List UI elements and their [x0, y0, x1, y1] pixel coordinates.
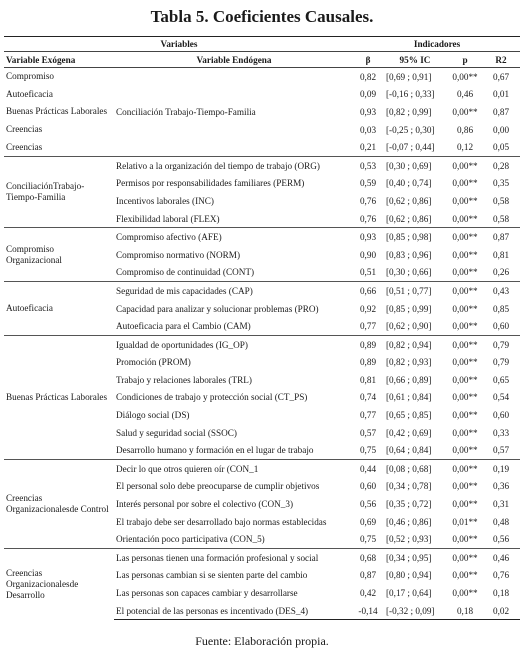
endogenous-variable-cell: Las personas cambian si se sienten parte del cambio	[116, 570, 308, 581]
endogenous-variable-cell: Desarrollo humano y formación en el lugar de trabajo	[116, 445, 314, 456]
confidence-interval-cell: [0,51 ; 0,77]	[382, 282, 448, 300]
p-value-cell: 0,00**	[448, 335, 482, 353]
endogenous-variable-cell	[114, 138, 354, 156]
beta-cell: 0,77	[359, 321, 377, 332]
endogenous-variable-cell: Igualdad de oportunidades (IG_OP)	[114, 335, 354, 353]
p-header: p	[448, 52, 482, 68]
endogenous-variable-cell: Diálogo social (DS)	[116, 410, 190, 421]
confidence-interval-cell: [0,35 ; 0,72]	[386, 499, 432, 510]
r2-header: R2	[482, 52, 520, 68]
beta-cell: 0,89	[359, 357, 377, 368]
coefficients-table	[4, 36, 520, 620]
r2-cell: 0,36	[492, 481, 510, 492]
beta-cell: 0,76	[359, 213, 377, 224]
table-row	[4, 549, 520, 567]
r2-cell: 0,48	[492, 516, 510, 527]
beta-cell: 0,93	[359, 106, 377, 117]
endogenous-variable-cell: Las personas son capaces cambiar y desarrollarse	[116, 588, 298, 599]
confidence-interval-cell: [0,30 ; 0,66]	[386, 267, 432, 278]
p-value-cell: 0,00**	[452, 321, 478, 332]
beta-cell: 0,77	[359, 410, 377, 421]
confidence-interval-cell: [0,42 ; 0,69]	[386, 427, 432, 438]
confidence-interval-cell: [0,46 ; 0,86]	[386, 516, 432, 527]
p-value-cell: 0,00**	[452, 410, 478, 421]
r2-cell: 0,85	[492, 303, 510, 314]
p-value-cell: 0,00**	[452, 499, 478, 510]
endogenous-variable-cell: Compromiso afectivo (AFE)	[114, 228, 354, 246]
confidence-interval-cell: [0,65 ; 0,85]	[386, 410, 432, 421]
r2-cell: 0,60	[492, 410, 510, 421]
confidence-interval-cell: [0,69 ; 0,91]	[386, 71, 432, 82]
p-value-cell: 0,00**	[448, 460, 482, 478]
p-value-cell: 0,01**	[452, 516, 478, 527]
table-row	[4, 228, 520, 246]
confidence-interval-cell: [0,52 ; 0,93]	[386, 534, 432, 545]
confidence-interval-cell: [0,83 ; 0,96]	[386, 249, 432, 260]
table-row	[4, 138, 520, 156]
confidence-interval-cell: [0,66 ; 0,89]	[386, 374, 432, 385]
table-body	[4, 68, 520, 620]
p-value-cell: 0,00**	[452, 534, 478, 545]
p-value-cell: 0,00**	[452, 213, 478, 224]
exogenous-variable-cell: Compromiso	[6, 71, 54, 82]
beta-cell: -0,14	[354, 602, 382, 620]
r2-cell: 0,87	[492, 106, 510, 117]
r2-cell: 0,19	[482, 460, 520, 478]
table-row	[4, 103, 520, 121]
coefficients-table-wrapper	[4, 36, 520, 620]
p-value-cell: 0,00**	[448, 282, 482, 300]
beta-cell: 0,57	[359, 427, 377, 438]
endogenous-variable-cell: Decir lo que otros quieren oír (CON_1	[114, 460, 354, 478]
beta-cell: 0,42	[359, 588, 377, 599]
exogenous-variable-cell: Creencias	[6, 124, 43, 135]
confidence-interval-cell: [0,62 ; 0,86]	[386, 213, 432, 224]
confidence-interval-cell: [-0,32 ; 0,09]	[382, 602, 448, 620]
p-value-cell: 0,00**	[452, 267, 478, 278]
confidence-interval-cell: [0,85 ; 0,98]	[382, 228, 448, 246]
table-row	[4, 121, 520, 139]
exogena-header: Variable Exógena	[4, 52, 114, 68]
beta-cell: 0,90	[359, 249, 377, 260]
p-value-cell: 0,00**	[452, 374, 478, 385]
endogenous-variable-cell: Promoción (PROM)	[116, 357, 191, 368]
confidence-interval-cell: [0,80 ; 0,94]	[386, 570, 432, 581]
endogenous-variable-cell: Conciliación Trabajo-Tiempo-Familia	[116, 106, 256, 117]
beta-cell: 0,93	[354, 228, 382, 246]
r2-cell: 0,58	[492, 213, 510, 224]
exogenous-variable-cell: Buenas Prácticas Laborales	[6, 106, 108, 117]
beta-cell: 0,56	[359, 499, 377, 510]
r2-cell: 0,26	[492, 267, 510, 278]
table-row	[4, 335, 520, 353]
r2-cell: 0,00	[492, 124, 510, 135]
p-value-cell: 0,00**	[448, 549, 482, 567]
endogenous-variable-cell: El personal solo debe preocuparse de cumplir objetivos	[116, 481, 320, 492]
r2-cell: 0,33	[492, 427, 510, 438]
confidence-interval-cell: [0,62 ; 0,86]	[386, 195, 432, 206]
endogenous-variable-cell: Flexibilidad laboral (FLEX)	[116, 213, 220, 224]
endogenous-variable-cell: El potencial de las personas es incentivado (DES_4)	[114, 602, 354, 620]
endogenous-variable-cell: Seguridad de mis capacidades (CAP)	[114, 282, 354, 300]
r2-cell: 0,01	[492, 89, 510, 100]
p-value-cell: 0,12	[456, 142, 474, 153]
endogenous-variable-cell: Capacidad para analizar y solucionar problemas (PRO)	[116, 303, 319, 314]
endogenous-variable-cell: El trabajo debe ser desarrollado bajo normas establecidas	[116, 516, 327, 527]
beta-cell: 0,87	[359, 570, 377, 581]
beta-cell: 0,76	[359, 195, 377, 206]
endogenous-variable-cell	[114, 68, 354, 86]
confidence-interval-cell: [0,64 ; 0,84]	[386, 445, 432, 456]
confidence-interval-cell: [0,08 ; 0,68]	[382, 460, 448, 478]
p-value-cell: 0,00**	[452, 481, 478, 492]
p-value-cell: 0,00**	[452, 249, 478, 260]
confidence-interval-cell: [0,82 ; 0,94]	[382, 335, 448, 353]
exogenous-variable-cell: Creencias	[6, 141, 43, 152]
confidence-interval-cell: [0,85 ; 0,99]	[386, 303, 432, 314]
r2-cell: 0,79	[482, 335, 520, 353]
beta-cell: 0,89	[354, 335, 382, 353]
confidence-interval-cell: [0,30 ; 0,69]	[382, 156, 448, 174]
exogenous-variable-cell: Creencias Organizacionalesde Desarrollo	[4, 549, 114, 620]
exogenous-variable-cell: Autoeficacia	[4, 282, 114, 336]
r2-cell: 0,54	[492, 392, 510, 403]
p-value-cell: 0,46	[456, 89, 474, 100]
r2-cell: 0,46	[482, 549, 520, 567]
confidence-interval-cell: [0,62 ; 0,90]	[386, 321, 432, 332]
confidence-interval-cell: [-0,16 ; 0,33]	[386, 89, 435, 100]
indicadores-header: Indicadores	[354, 37, 520, 52]
beta-cell: 0,75	[359, 534, 377, 545]
r2-cell: 0,60	[492, 321, 510, 332]
beta-cell: 0,82	[359, 71, 377, 82]
r2-cell: 0,81	[492, 249, 510, 260]
beta-cell: 0,69	[359, 516, 377, 527]
p-value-cell: 0,00**	[452, 357, 478, 368]
r2-cell: 0,87	[482, 228, 520, 246]
beta-cell: 0,03	[359, 124, 377, 135]
p-value-cell: 0,86	[456, 124, 474, 135]
p-value-cell: 0,00**	[448, 228, 482, 246]
endogenous-variable-cell: Orientación poco participativa (CON_5)	[116, 534, 265, 545]
p-value-cell: 0,00**	[452, 71, 478, 82]
endogenous-variable-cell: Incentivos laborales (INC)	[116, 195, 214, 206]
beta-cell: 0,92	[359, 303, 377, 314]
endogenous-variable-cell: Trabajo y relaciones laborales (TRL)	[116, 374, 252, 385]
endogenous-variable-cell	[114, 121, 354, 139]
r2-cell: 0,28	[482, 156, 520, 174]
p-value-cell: 0,00**	[452, 570, 478, 581]
endogenous-variable-cell: Salud y seguridad social (SSOC)	[116, 427, 237, 438]
p-value-cell: 0,00**	[448, 156, 482, 174]
confidence-interval-cell: [-0,07 ; 0,44]	[386, 142, 435, 153]
confidence-interval-cell: [0,82 ; 0,93]	[386, 357, 432, 368]
r2-cell: 0,65	[492, 374, 510, 385]
p-value-cell: 0,00**	[452, 588, 478, 599]
source-note: Fuente: Elaboración propia.	[195, 634, 329, 648]
r2-cell: 0,57	[492, 445, 510, 456]
table-row	[4, 68, 520, 86]
beta-cell: 0,44	[354, 460, 382, 478]
beta-cell: 0,75	[359, 445, 377, 456]
table-row	[4, 86, 520, 104]
confidence-interval-cell: [-0,25 ; 0,30]	[386, 124, 435, 135]
beta-cell: 0,66	[354, 282, 382, 300]
endogenous-variable-cell	[114, 86, 354, 104]
table-row	[4, 156, 520, 174]
confidence-interval-cell: [0,82 ; 0,99]	[386, 106, 432, 117]
endogenous-variable-cell: Compromiso de continuidad (CONT)	[116, 267, 255, 278]
p-value-cell: 0,00**	[452, 392, 478, 403]
table-title: Tabla 5. Coeficientes Causales.	[150, 7, 374, 26]
p-value-cell: 0,18	[448, 602, 482, 620]
p-value-cell: 0,00**	[452, 106, 478, 117]
p-value-cell: 0,00**	[452, 445, 478, 456]
beta-cell: 0,09	[359, 89, 377, 100]
exogenous-variable-cell: ConciliaciónTrabajo-Tiempo-Familia	[4, 156, 114, 227]
r2-cell: 0,18	[492, 588, 510, 599]
p-value-cell: 0,00**	[452, 303, 478, 314]
endogena-header: Variable Endógena	[114, 52, 354, 68]
exogenous-variable-cell: Creencias Organizacionalesde Control	[4, 460, 114, 549]
r2-cell: 0,67	[492, 71, 510, 82]
exogenous-variable-cell: Autoeficacia	[6, 88, 53, 99]
confidence-interval-cell: [0,61 ; 0,84]	[386, 392, 432, 403]
exogenous-variable-cell: Compromiso Organizacional	[4, 228, 114, 282]
beta-header: β	[354, 52, 382, 68]
endogenous-variable-cell: Autoeficacia para el Cambio (CAM)	[116, 321, 251, 332]
r2-cell: 0,02	[482, 602, 520, 620]
r2-cell: 0,31	[492, 499, 510, 510]
beta-cell: 0,51	[359, 267, 377, 278]
r2-cell: 0,43	[482, 282, 520, 300]
beta-cell: 0,68	[354, 549, 382, 567]
endogenous-variable-cell: Compromiso normativo (NORM)	[116, 249, 241, 260]
beta-cell: 0,21	[359, 142, 377, 153]
confidence-interval-cell: [0,34 ; 0,78]	[386, 481, 432, 492]
r2-cell: 0,56	[492, 534, 510, 545]
endogenous-variable-cell: Interés personal por sobre el colectivo (CON_3)	[116, 499, 294, 510]
p-value-cell: 0,00**	[452, 427, 478, 438]
confidence-interval-cell: [0,34 ; 0,95]	[382, 549, 448, 567]
table-row	[4, 460, 520, 478]
endogenous-variable-cell: Las personas tienen una formación profesional y social	[114, 549, 354, 567]
endogenous-variable-cell: Relativo a la organización del tiempo de trabajo (ORG)	[114, 156, 354, 174]
beta-cell: 0,59	[359, 178, 377, 189]
p-value-cell: 0,00**	[452, 178, 478, 189]
p-value-cell: 0,00**	[452, 195, 478, 206]
beta-cell: 0,60	[359, 481, 377, 492]
r2-cell: 0,35	[492, 178, 510, 189]
table-row	[4, 282, 520, 300]
r2-cell: 0,05	[492, 142, 510, 153]
r2-cell: 0,58	[492, 195, 510, 206]
beta-cell: 0,53	[354, 156, 382, 174]
beta-cell: 0,74	[359, 392, 377, 403]
exogenous-variable-cell: Buenas Prácticas Laborales	[4, 335, 114, 459]
endogenous-variable-cell: Permisos por responsabilidades familiares (PERM)	[116, 178, 305, 189]
r2-cell: 0,79	[492, 357, 510, 368]
beta-cell: 0,81	[359, 374, 377, 385]
r2-cell: 0,76	[492, 570, 510, 581]
confidence-interval-cell: [0,17 ; 0,64]	[386, 588, 432, 599]
ic-header: 95% IC	[382, 52, 448, 68]
endogenous-variable-cell: Condiciones de trabajo y protección social (CT_PS)	[116, 392, 308, 403]
variables-header: Variables	[4, 37, 354, 52]
confidence-interval-cell: [0,40 ; 0,74]	[386, 178, 432, 189]
